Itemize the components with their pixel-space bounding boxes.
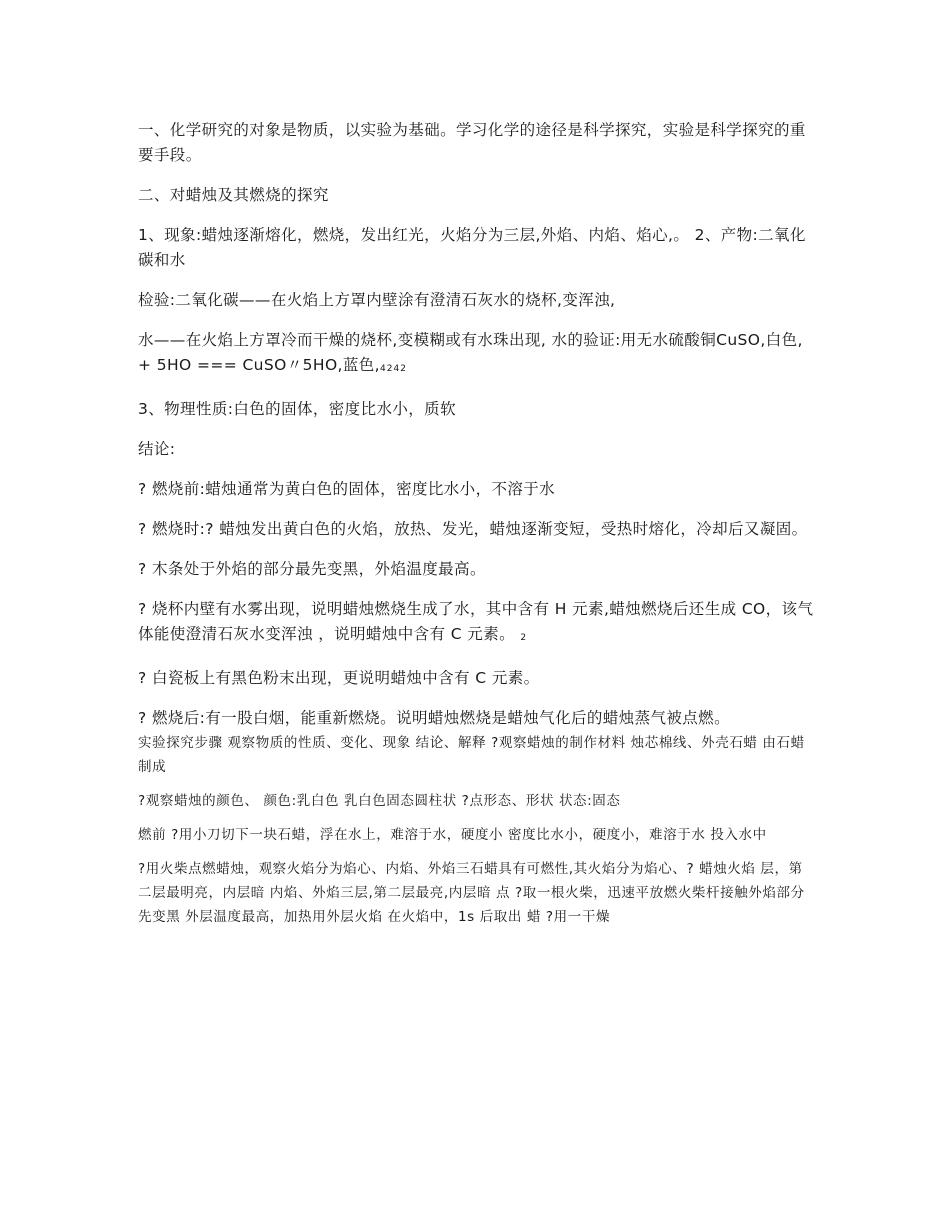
paragraph: ? 燃烧前:蜡烛通常为黄白色的固体，密度比水小，不溶于水 <box>138 480 556 498</box>
paragraph: ? 燃烧后:有一股白烟，能重新燃烧。说明蜡烛燃烧是蜡烛气化后的蜡烛蒸气被点燃。 <box>138 709 730 727</box>
paragraph: 3、物理性质:白色的固体，密度比水小，质软 <box>138 400 456 418</box>
subscript-note: 4242 <box>380 364 407 374</box>
paragraph: ?用火柴点燃蜡烛，观察火焰分为焰心、内焰、外焰三石蜡具有可燃性,其火焰分为焰心、? 蜡烛火焰 层，第二层最明亮，内层暗 内焰、外焰三层,第二层最亮,内层暗 点 ?取一根火柴，迅速平放燃火柴杆接触外焰部分先变黑 外层温度最高，加热用外层火焰 在火焰中，1s 后取出 蜡 ?用一干燥 <box>138 861 805 925</box>
paragraph: ? 燃烧时:? 蜡烛发出黄白色的火焰，放热、发光，蜡烛逐渐变短，受热时熔化，冷却后又凝固。 <box>138 520 808 538</box>
paragraph: ? 白瓷板上有黑色粉末出现，更说明蜡烛中含有 C 元素。 <box>138 669 540 687</box>
paragraph: 1、现象:蜡烛逐渐熔化，燃烧，发出红光，火焰分为三层,外焰、内焰、焰心,。 2、产物:二氧化碳和水 <box>138 226 806 269</box>
paragraph-with-note <box>138 328 814 382</box>
paragraph: 结论: <box>138 440 176 458</box>
paragraph: ? 木条处于外焰的部分最先变黑，外焰温度最高。 <box>138 560 486 578</box>
paragraph-text: ? 烧杯内壁有水雾出现，说明蜡烛燃烧生成了水，其中含有 H 元素,蜡烛燃烧后还生成 CO，该气体能使澄清石灰水变浑浊 ，说明蜡烛中含有 C 元素。 <box>138 600 814 643</box>
section-heading: 二、对蜡烛及其燃烧的探究 <box>138 186 329 204</box>
subscript-note: 2 <box>520 633 528 643</box>
paragraph: 燃前 ?用小刀切下一块石蜡，浮在水上，难溶于水，硬度小 密度比水小，硬度小，难溶于水 投入水中 <box>138 827 767 843</box>
paragraph: 一、化学研究的对象是物质，以实验为基础。学习化学的途径是科学探究，实验是科学探究的重要手段。 <box>138 121 806 164</box>
paragraph-with-note <box>138 597 814 651</box>
document-body <box>138 118 814 939</box>
paragraph: 实验探究步骤 观察物质的性质、变化、现象 结论、解释 ?观察蜡烛的制作材料 烛芯棉线、外壳石蜡 由石蜡制成 <box>138 735 805 775</box>
paragraph: 检验:二氧化碳——在火焰上方罩内壁涂有澄清石灰水的烧杯,变浑浊, <box>138 291 616 309</box>
paragraph: ?观察蜡烛的颜色、 颜色:乳白色 乳白色固态圆柱状 ?点形态、形状 状态:固态 <box>138 793 621 809</box>
paragraph-text: 水——在火焰上方罩冷而干燥的烧杯,变模糊或有水珠出现, 水的验证:用无水硫酸铜CuSO,白色,+ 5HO === CuSO〃5HO,蓝色, <box>138 331 803 374</box>
